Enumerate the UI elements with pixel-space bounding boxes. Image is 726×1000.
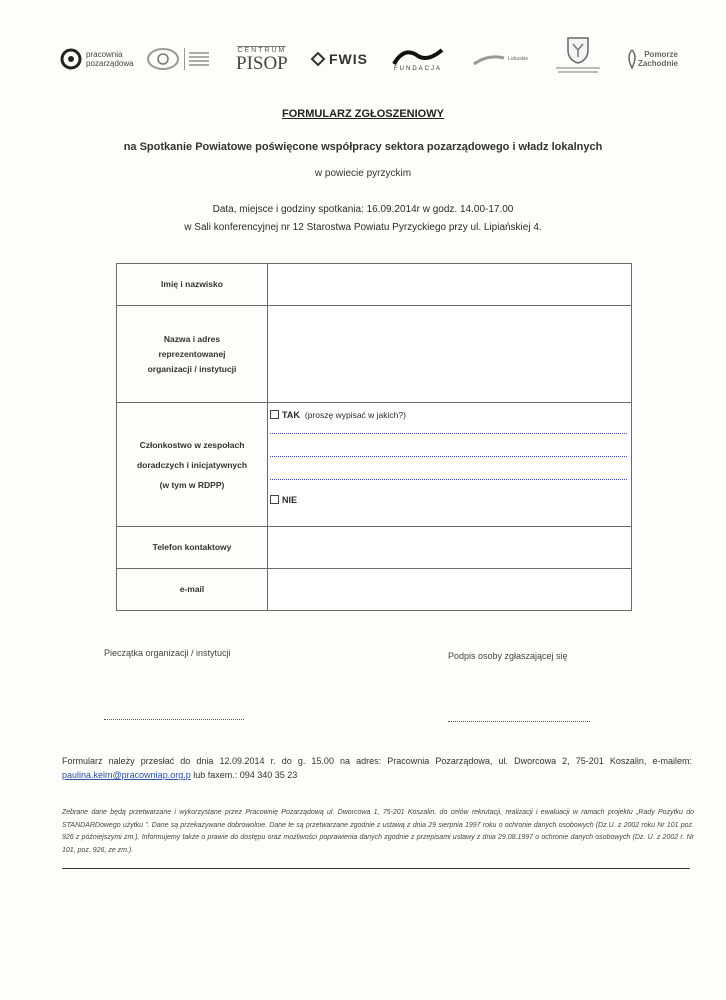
row-email (117, 569, 632, 611)
yes-option-hint: (proszę wypisać w jakich?) (304, 410, 406, 420)
lubuskie-swoosh-icon (472, 52, 506, 66)
lubuskie-logo (472, 36, 528, 82)
form-title: FORMULARZ ZGŁOSZENIOWY (282, 108, 444, 120)
phone-field[interactable] (268, 527, 632, 569)
membership-field (268, 403, 632, 527)
no-option[interactable] (268, 490, 631, 508)
fundacja-wave-icon (390, 46, 446, 66)
name-field[interactable] (268, 264, 632, 306)
row-phone (117, 527, 632, 569)
centrum-logo-top: CENTRUM (237, 46, 287, 54)
pomorze-leaf-icon (626, 48, 638, 70)
organization-label: Nazwa i adres reprezentowanej organizacji / instytucji (117, 306, 268, 403)
name-label: Imię i nazwisko (117, 264, 268, 306)
fundacja-logo-text: FUNDACJA (393, 66, 442, 72)
signature-label: Podpis osoby zgłaszającej się (448, 651, 568, 661)
ckp-emblem-icon (146, 47, 180, 71)
membership-line-1[interactable] (270, 433, 627, 434)
row-organization (117, 306, 632, 403)
row-name (117, 264, 632, 306)
no-option-label: NIE (282, 495, 298, 505)
row-membership (117, 403, 632, 527)
send-text-1: Formularz należy przesłać do dnia 12.09.2014 r. do g. 15.00 na adres: Pracownia Pozarządowa, ul. Dworcowa 2, 75-201 Koszalin, e-mailem: (62, 756, 692, 766)
centrum-logo-main: PISOP (236, 52, 288, 74)
phone-label: Telefon kontaktowy (117, 527, 268, 569)
meeting-place-line: w Sali konferencyjnej nr 12 Starostwa Powiatu Pyrzyckiego przy ul. Lipiańskiej 4. (184, 222, 542, 233)
fwis-logo-text: FWIS (329, 51, 368, 67)
coat-of-arms-icon (566, 36, 590, 64)
fwis-mark-icon (310, 51, 326, 67)
pracownia-logo-text: pracownia pozarządowa (86, 50, 134, 68)
yes-option-label: TAK (282, 410, 300, 420)
centrum-pisop-logo (236, 36, 288, 82)
registration-form-table (116, 263, 632, 611)
coat-of-arms-logo (556, 36, 600, 82)
membership-label: Członkostwo w zespołach doradczych i inicjatywnych (w tym w RDPP) (117, 403, 268, 527)
form-subtitle-county: w powiecie pyrzyckim (314, 168, 412, 179)
yes-checkbox[interactable] (270, 410, 279, 419)
fundacja-logo (390, 36, 446, 82)
no-checkbox[interactable] (270, 495, 279, 504)
send-instructions (62, 754, 692, 782)
pomorze-logo-text: Pomorze Zachodnie (638, 50, 679, 68)
meeting-date-line: Data, miejsce i godziny spotkania: 16.09.2014r w godz. 14.00-17.00 (212, 204, 514, 215)
fwis-logo (310, 36, 368, 82)
signature-line[interactable] (448, 721, 590, 722)
data-consent-note: Zebrane dane będą przetwarzane i wykorzystane przez Pracownię Pozarządową ul. Dworcowa 1, 75-201 Koszalin, do celów rekrutacji, realizacji i ewaluacji w ramach projektu „Rady Pożytku do STANDARDowego użytku ”. Dane są przekazywane dobrowolnie. Dane te są przetwarzane zgodnie z ustawą z dnia 29 sierpnia 1997 roku o ochronie danych osobowych (Dz.U. z 2002 roku Nr 101 poz. 926 z późniejszymi zm.). Informujemy także o prawie do dostępu oraz możliwości poprawienia danych zgodnie z przepisami ustawy z dnia 29.08.1997 o ochronie danych osobowych (Dz. U. z 2002 r. Nr 101, poz. 926, ze zm.). (62, 809, 694, 854)
send-text-2: lub faxem.: 094 340 35 23 (190, 770, 298, 780)
email-label: e-mail (117, 569, 268, 611)
membership-line-3[interactable] (270, 479, 627, 480)
footer-divider (62, 868, 690, 869)
pracownia-circle-icon (60, 48, 82, 70)
organization-field[interactable] (268, 306, 632, 403)
contact-email-link[interactable]: paulina.kelm@pracowniap.org.p (62, 770, 191, 780)
lubuskie-logo-text: Lubuskie (508, 56, 529, 62)
logo-row (60, 36, 686, 82)
stamp-line[interactable] (104, 719, 244, 720)
form-subtitle: na Spotkanie Powiatowe poświęcone współpracy sektora pozarządowego i władz lokalnych (123, 141, 603, 153)
yes-option[interactable] (268, 403, 631, 431)
ckp-logo (146, 36, 209, 82)
pomorze-logo (626, 36, 678, 82)
email-field[interactable] (268, 569, 632, 611)
ckp-small-print (189, 50, 209, 68)
stamp-label: Pieczątka organizacji / instytucji (104, 648, 231, 658)
membership-line-2[interactable] (270, 456, 627, 457)
pracownia-logo (60, 36, 134, 82)
